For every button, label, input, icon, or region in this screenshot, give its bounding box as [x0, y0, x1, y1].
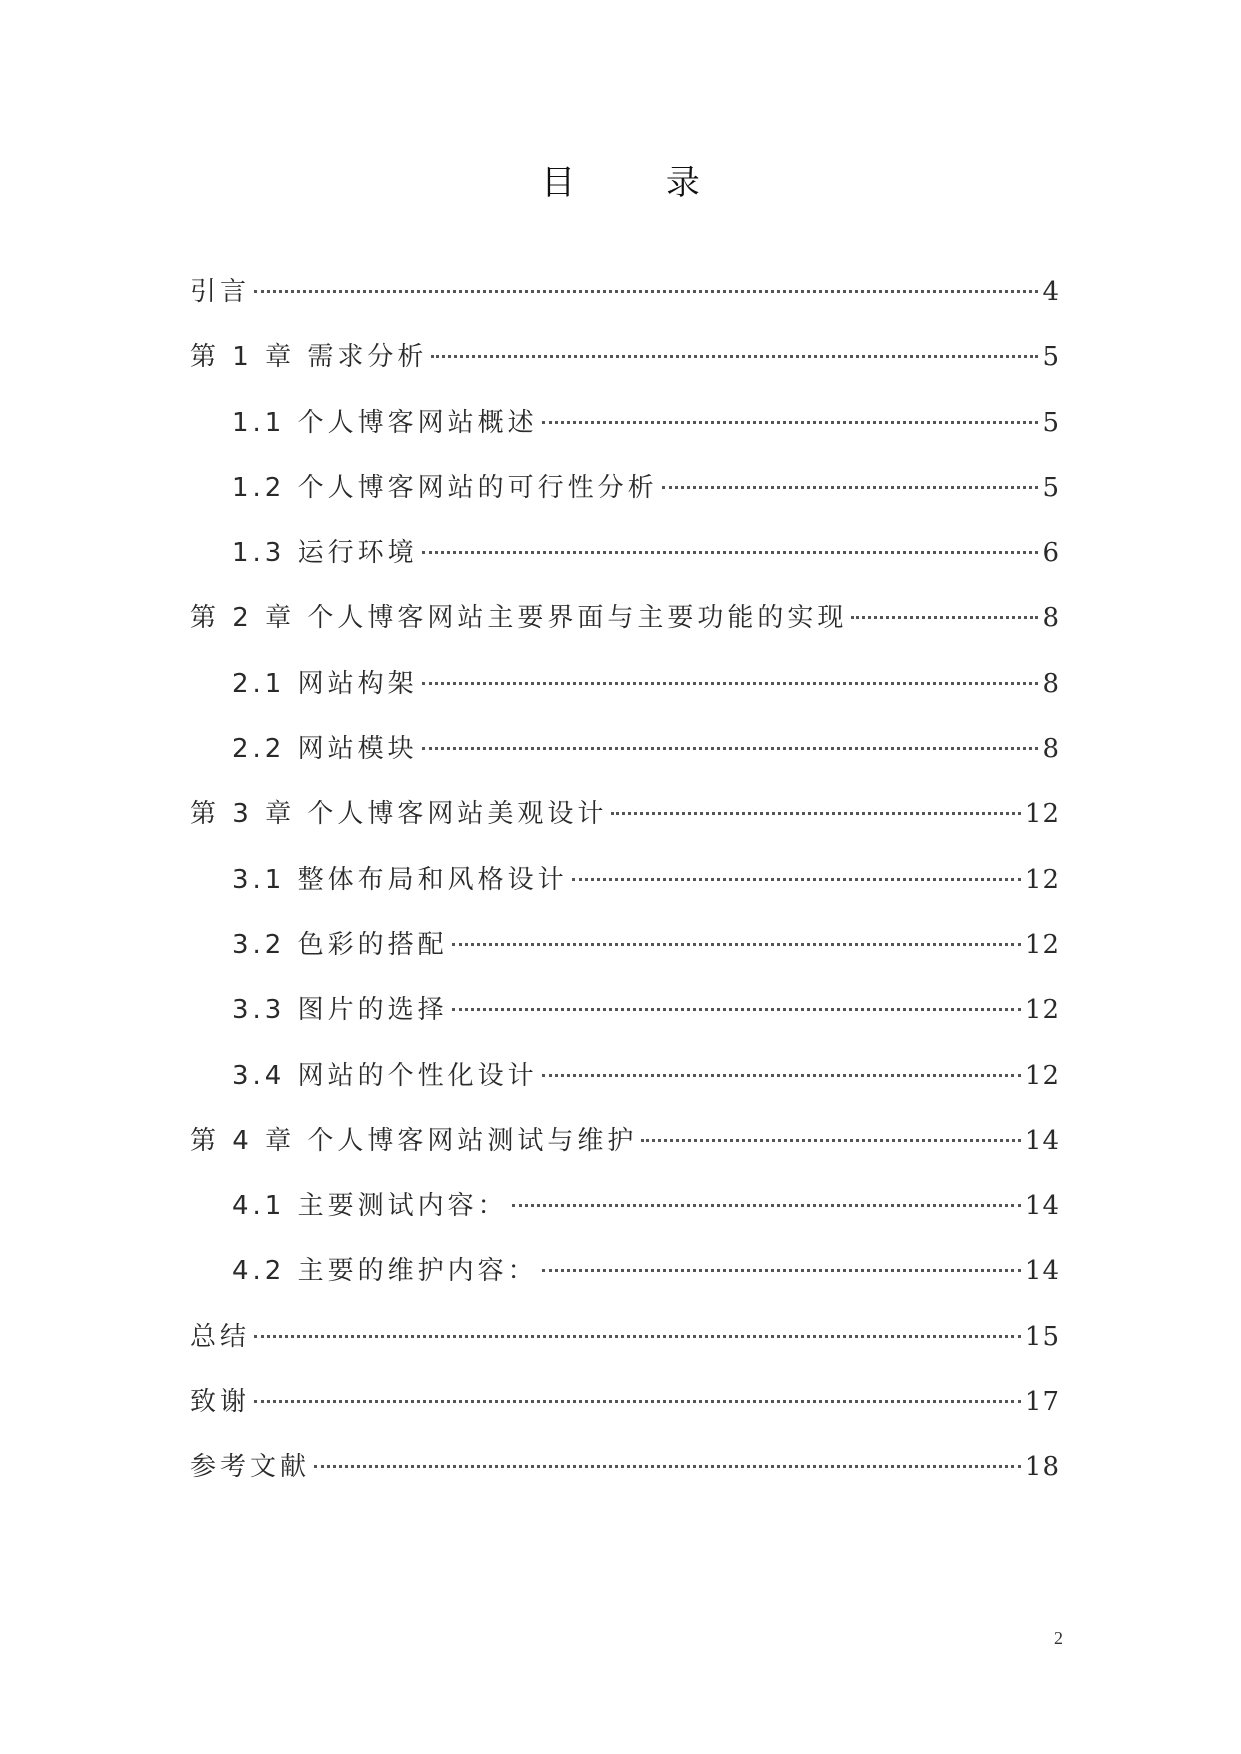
toc-entry-label: 4.2 主要的维护内容：	[232, 1256, 538, 1287]
toc-dot-leader	[641, 1139, 1021, 1142]
toc-dot-leader	[452, 943, 1021, 946]
toc-entry-label: 参考文献	[190, 1452, 311, 1483]
toc-dot-leader	[611, 812, 1021, 815]
toc-entry-section[interactable]	[190, 729, 1060, 794]
toc-dot-leader	[254, 1400, 1021, 1403]
toc-list	[190, 272, 1060, 1513]
toc-dot-leader	[542, 421, 1039, 424]
toc-entry-chapter[interactable]	[190, 794, 1060, 859]
toc-dot-leader	[542, 1269, 1021, 1272]
toc-entry-page: 15	[1024, 1321, 1060, 1352]
toc-entry-label: 第 2 章 个人博客网站主要界面与主要功能的实现	[190, 603, 848, 634]
toc-entry-chapter[interactable]	[190, 1121, 1060, 1186]
toc-entry-label: 3.1 整体布局和风格设计	[232, 864, 568, 895]
toc-entry-page: 8	[1042, 734, 1060, 765]
toc-entry-section[interactable]	[190, 533, 1060, 598]
toc-entry-page: 14	[1024, 1125, 1060, 1156]
toc-entry-page: 12	[1024, 995, 1060, 1026]
toc-title: 目 录	[541, 163, 740, 203]
toc-entry-section[interactable]	[190, 1056, 1060, 1121]
page-number: 2	[1054, 1628, 1063, 1648]
toc-entry-chapter[interactable]	[190, 272, 1060, 337]
toc-entry-label: 致谢	[190, 1387, 251, 1418]
toc-dot-leader	[572, 878, 1021, 881]
toc-dot-leader	[662, 486, 1039, 489]
toc-entry-label: 1.3 运行环境	[232, 538, 418, 569]
toc-entry-page: 8	[1042, 668, 1060, 699]
toc-entry-page: 14	[1024, 1191, 1060, 1222]
toc-entry-label: 引言	[190, 277, 251, 307]
toc-dot-leader	[422, 682, 1039, 685]
toc-dot-leader	[254, 290, 1038, 293]
toc-entry-page: 12	[1024, 799, 1060, 830]
toc-entry-chapter[interactable]	[190, 1382, 1060, 1447]
toc-entry-page: 12	[1024, 929, 1060, 960]
toc-entry-page: 5	[1042, 472, 1060, 503]
toc-entry-label: 3.2 色彩的搭配	[232, 929, 448, 960]
toc-dot-leader	[254, 1335, 1021, 1338]
toc-entry-chapter[interactable]	[190, 337, 1060, 402]
toc-entry-chapter[interactable]	[190, 1447, 1060, 1512]
toc-dot-leader	[512, 1204, 1021, 1207]
toc-entry-label: 1.1 个人博客网站概述	[232, 407, 538, 438]
toc-entry-label: 总结	[190, 1321, 251, 1352]
toc-entry-page: 5	[1042, 342, 1060, 373]
toc-entry-section[interactable]	[190, 403, 1060, 468]
toc-entry-page: 17	[1024, 1387, 1060, 1418]
toc-entry-label: 4.1 主要测试内容：	[232, 1191, 508, 1222]
toc-entry-section[interactable]	[190, 1186, 1060, 1251]
toc-entry-chapter[interactable]	[190, 1317, 1060, 1382]
toc-entry-page: 18	[1024, 1452, 1060, 1483]
toc-dot-leader	[452, 1008, 1021, 1011]
toc-entry-label: 1.2 个人博客网站的可行性分析	[232, 472, 658, 503]
toc-entry-label: 2.2 网站模块	[232, 734, 418, 765]
toc-entry-page: 6	[1042, 538, 1060, 569]
toc-entry-page: 12	[1024, 1060, 1060, 1091]
toc-entry-page: 4	[1042, 277, 1060, 307]
toc-entry-label: 第 4 章 个人博客网站测试与维护	[190, 1125, 638, 1156]
toc-entry-label: 2.1 网站构架	[232, 668, 418, 699]
toc-entry-chapter[interactable]	[190, 598, 1060, 663]
toc-dot-leader	[422, 551, 1039, 554]
toc-entry-page: 12	[1024, 864, 1060, 895]
toc-entry-section[interactable]	[190, 664, 1060, 729]
toc-entry-label: 第 1 章 需求分析	[190, 342, 428, 373]
toc-entry-section[interactable]	[190, 468, 1060, 533]
toc-entry-label: 第 3 章 个人博客网站美观设计	[190, 799, 608, 830]
toc-entry-page: 14	[1024, 1256, 1060, 1287]
toc-dot-leader	[542, 1074, 1021, 1077]
toc-entry-page: 5	[1042, 407, 1060, 438]
toc-entry-section[interactable]	[190, 860, 1060, 925]
toc-entry-section[interactable]	[190, 925, 1060, 990]
toc-dot-leader	[314, 1465, 1021, 1468]
toc-entry-section[interactable]	[190, 990, 1060, 1055]
toc-dot-leader	[422, 747, 1039, 750]
toc-dot-leader	[431, 355, 1038, 358]
toc-entry-label: 3.4 网站的个性化设计	[232, 1060, 538, 1091]
toc-entry-label: 3.3 图片的选择	[232, 995, 448, 1026]
toc-dot-leader	[851, 616, 1038, 619]
toc-entry-section[interactable]	[190, 1251, 1060, 1316]
toc-entry-page: 8	[1042, 603, 1060, 634]
